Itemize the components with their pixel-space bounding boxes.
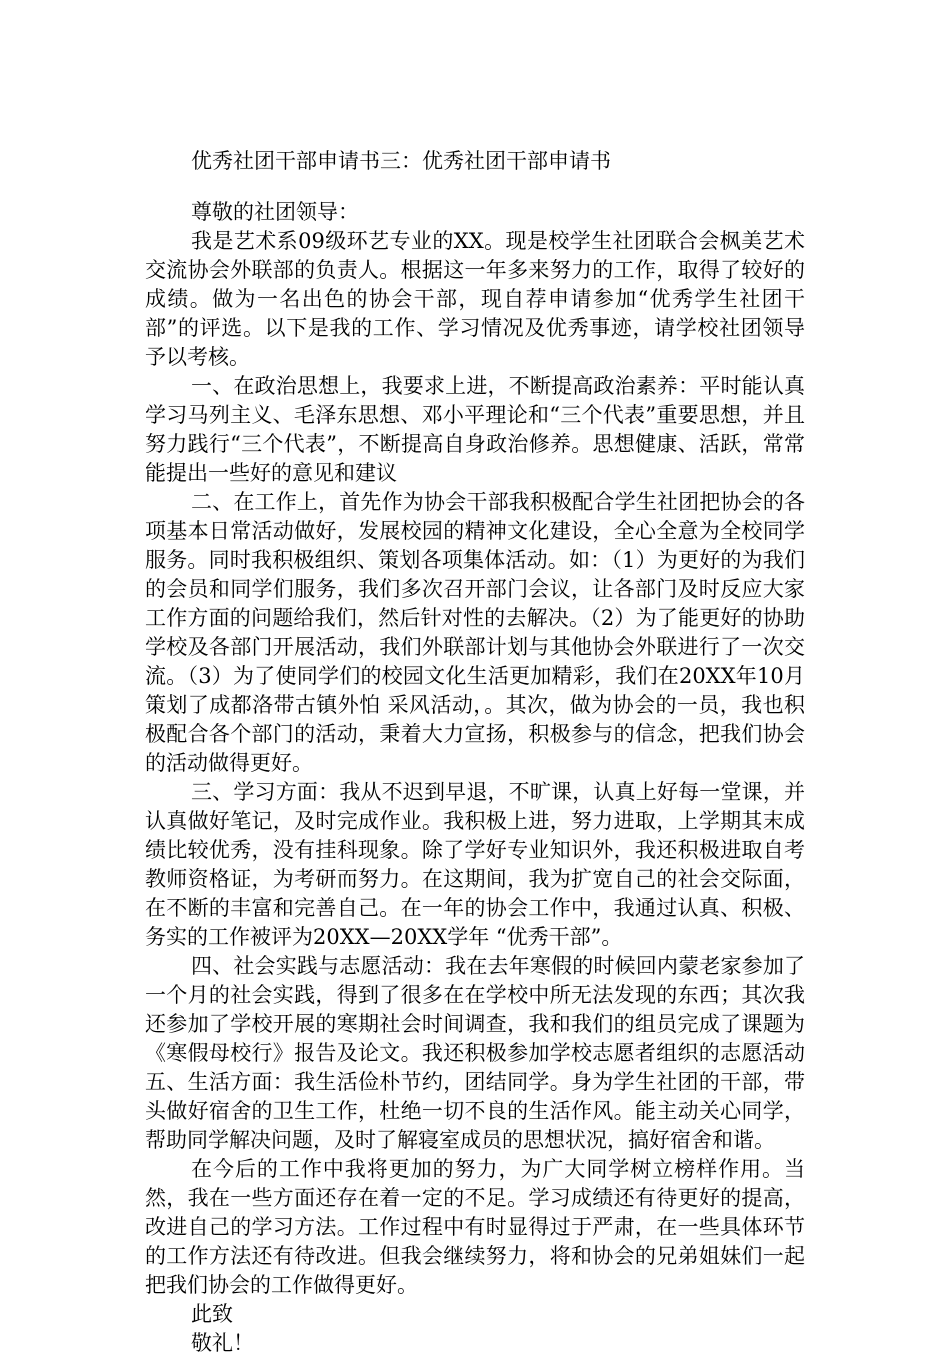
document-title: 优秀社团干部申请书三：优秀社团干部申请书	[191, 149, 611, 173]
paragraph-study: 三、学习方面：我从不迟到早退，不旷课，认真上好每一堂课，并认真做好笔记，及时完成作业。我积极上进，努力进取，上学期其末成绩比较优秀，没有挂科现象。除了学好专业知识外，我还积极进取自考教师资格证，为考研而努力。在这期间，我为扩宽自己的社会交际面，在不断的丰富和完善自己。在一年的协会工作中，我通过认真、积极、务实的工作被评为20XX—20XX学年 “优秀干部”。	[145, 780, 805, 949]
paragraph-political: 一、在政治思想上，我要求上进，不断提高政治素养：平时能认真学习马列主义、毛泽东思想、邓小平理论和“三个代表”重要思想，并且努力践行“三个代表”，不断提高自身政治修养。思想健康、活跃，常常能提出一些好的意见和建议	[145, 374, 805, 485]
closing-salute: 敬礼！	[191, 1331, 254, 1355]
salutation: 尊敬的社团领导：	[191, 200, 359, 224]
paragraph-work: 二、在工作上，首先作为协会干部我积极配合学生社团把协会的各项基本日常活动做好，发展校园的精神文化建设，全心全意为全校同学服务。同时我积极组织、策划各项集体活动。如：（1）为更好的为我们的会员和同学们服务，我们多次召开部门会议，让各部门及时反应大家工作方面的问题给我们，然后针对性的去解决。（2）为了能更好的协助学校及各部门开展活动，我们外联部计划与其他协会外联进行了一次交流。（3）为了使同学们的校园文化生活更加精彩，我们在20XX年10月策划了成都洛带古镇外怕 采风活动，。其次，做为协会的一员，我也积极配合各个部门的活动，秉着大力宣扬，积极参与的信念，把我们协会的活动做得更好。	[145, 490, 805, 775]
document-page	[145, 146, 805, 1358]
paragraph-future: 在今后的工作中我将更加的努力，为广大同学树立榜样作用。当然，我在一些方面还存在着一定的不足。学习成绩还有待更好的提高，改进自己的学习方法。工作过程中有时显得过于严肃，在一些具体环节的工作方法还有待改进。但我会继续努力，将和协会的兄弟姐妹们一起把我们协会的工作做得更好。	[145, 1157, 805, 1297]
closing-regards: 此致	[191, 1302, 233, 1326]
paragraph-intro: 我是艺术系09级环艺专业的XX。现是校学生社团联合会枫美艺术交流协会外联部的负责人。根据这一年多来努力的工作，取得了较好的成绩。做为一名出色的协会干部，现自荐申请参加“优秀学生社团干部”的评选。以下是我的工作、学习情况及优秀事迹，请学校社团领导予以考核。	[145, 229, 805, 369]
paragraph-practice-life: 四、社会实践与志愿活动：我在去年寒假的时候回内蒙老家参加了一个月的社会实践，得到了很多在在学校中所无法发现的东西；其次我还参加了学校开展的寒期社会时间调查，我和我们的组员完成了课题为《寒假母校行》报告及论文。我还积极参加学校志愿者组织的志愿活动 五、生活方面：我生活俭朴节约，团结同学。身为学生社团的干部，带头做好宿舍的卫生工作，杜绝一切不良的生活作风。能主动关心同学，帮助同学解决问题，及时了解寝室成员的思想状况，搞好宿舍和谐。	[145, 954, 805, 1152]
